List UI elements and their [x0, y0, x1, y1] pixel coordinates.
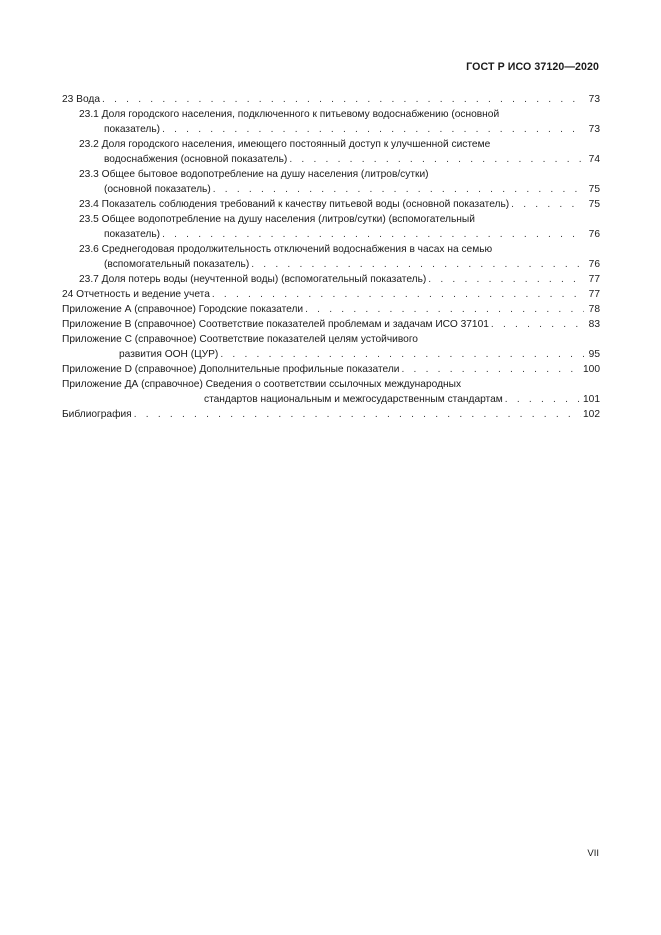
toc-entry[interactable] — [62, 332, 600, 362]
toc-entry-title: (вспомогательный показатель) — [104, 259, 250, 270]
toc-page-number: 77 — [588, 289, 600, 300]
toc-leader-dots — [511, 197, 584, 212]
toc-entry[interactable] — [62, 197, 600, 212]
toc-entry-title: Библиография — [62, 409, 132, 420]
toc-page-number: 78 — [588, 304, 600, 315]
toc-entry-title: 23.2 Доля городского населения, имеющего постоянный доступ к улучшенной системе — [79, 139, 491, 150]
toc-entry[interactable] — [62, 92, 600, 107]
toc-entry-title: Приложение D (справочное) Дополнительные профильные показатели — [62, 364, 400, 375]
toc-entry-title: 23 Вода — [62, 94, 101, 105]
toc-leader-dots — [305, 302, 584, 317]
toc-entry[interactable] — [62, 287, 600, 302]
toc-page-number: 74 — [588, 154, 600, 165]
toc-page-number: 75 — [588, 184, 600, 195]
toc-entry[interactable] — [62, 362, 600, 377]
toc-entry[interactable] — [62, 272, 600, 287]
toc-entry[interactable] — [62, 242, 600, 272]
page-number: VII — [587, 848, 599, 859]
toc-page-number: 76 — [588, 229, 600, 240]
toc-page-number: 77 — [588, 274, 600, 285]
toc-entry[interactable] — [62, 317, 600, 332]
toc-entry-title: Приложение В (справочное) Соответствие показателей проблемам и задачам ИСО 37101 — [62, 319, 489, 330]
toc-entry[interactable] — [62, 212, 600, 242]
toc-leader-dots — [251, 257, 584, 272]
toc-page-number: 83 — [588, 319, 600, 330]
toc-entry[interactable] — [62, 377, 600, 407]
toc-page-number: 102 — [583, 409, 600, 420]
toc-leader-dots — [401, 362, 581, 377]
toc-leader-dots — [428, 272, 584, 287]
toc-entry[interactable] — [62, 107, 600, 137]
toc-entry-title: 23.1 Доля городского населения, подключенного к питьевому водоснабжению (основной — [79, 109, 500, 120]
toc-entry-title: Приложение А (справочное) Городские показатели — [62, 304, 304, 315]
toc-entry-title: 23.4 Показатель соблюдения требований к качеству питьевой воды (основной показатель) — [79, 199, 510, 210]
toc-entry-title: водоснабжения (основной показатель) — [104, 154, 288, 165]
toc-leader-dots — [289, 152, 584, 167]
toc-entry-title: развития ООН (ЦУР) — [119, 349, 219, 360]
toc-entry-title: показатель) — [104, 229, 161, 240]
toc-page-number: 73 — [588, 124, 600, 135]
toc-entry-title: 23.5 Общее водопотребление на душу населения (литров/сутки) (вспомогательный — [79, 214, 475, 225]
toc-page-number: 100 — [583, 364, 600, 375]
toc-page-number: 95 — [588, 349, 600, 360]
toc-leader-dots — [505, 392, 581, 407]
toc-entry-title: 23.7 Доля потерь воды (неучтенной воды) (вспомогательный показатель) — [79, 274, 427, 285]
toc-entry-title: 24 Отчетность и ведение учета — [62, 289, 210, 300]
toc-entry-title: (основной показатель) — [104, 184, 211, 195]
toc-leader-dots — [220, 347, 584, 362]
toc-entry-title: стандартов национальным и межгосударственным стандартам — [204, 394, 503, 405]
toc-leader-dots — [102, 92, 584, 107]
toc-page-number: 73 — [588, 94, 600, 105]
toc-leader-dots — [491, 317, 584, 332]
toc-entry[interactable] — [62, 407, 600, 422]
toc-entry-title: 23.6 Среднегодовая продолжительность отключений водоснабжения в часах на семью — [79, 244, 493, 255]
toc-page-number: 101 — [583, 394, 600, 405]
toc-page-number: 76 — [588, 259, 600, 270]
toc-entry[interactable] — [62, 167, 600, 197]
toc-leader-dots — [162, 122, 584, 137]
toc-page-number: 75 — [588, 199, 600, 210]
toc-entry[interactable] — [62, 302, 600, 317]
toc-leader-dots — [212, 287, 584, 302]
toc-leader-dots — [134, 407, 581, 422]
document-header-id: ГОСТ Р ИСО 37120—2020 — [466, 61, 599, 73]
toc-entry-title: Приложение ДА (справочное) Сведения о соответствии ссылочных международных — [62, 379, 462, 390]
toc-entry-title: показатель) — [104, 124, 161, 135]
toc-leader-dots — [213, 182, 584, 197]
table-of-contents — [62, 92, 600, 422]
toc-entry-title: 23.3 Общее бытовое водопотребление на душу населения (литров/сутки) — [79, 169, 429, 180]
toc-entry-title: Приложение С (справочное) Соответствие показателей целям устойчивого — [62, 334, 418, 345]
toc-leader-dots — [162, 227, 584, 242]
toc-entry[interactable] — [62, 137, 600, 167]
